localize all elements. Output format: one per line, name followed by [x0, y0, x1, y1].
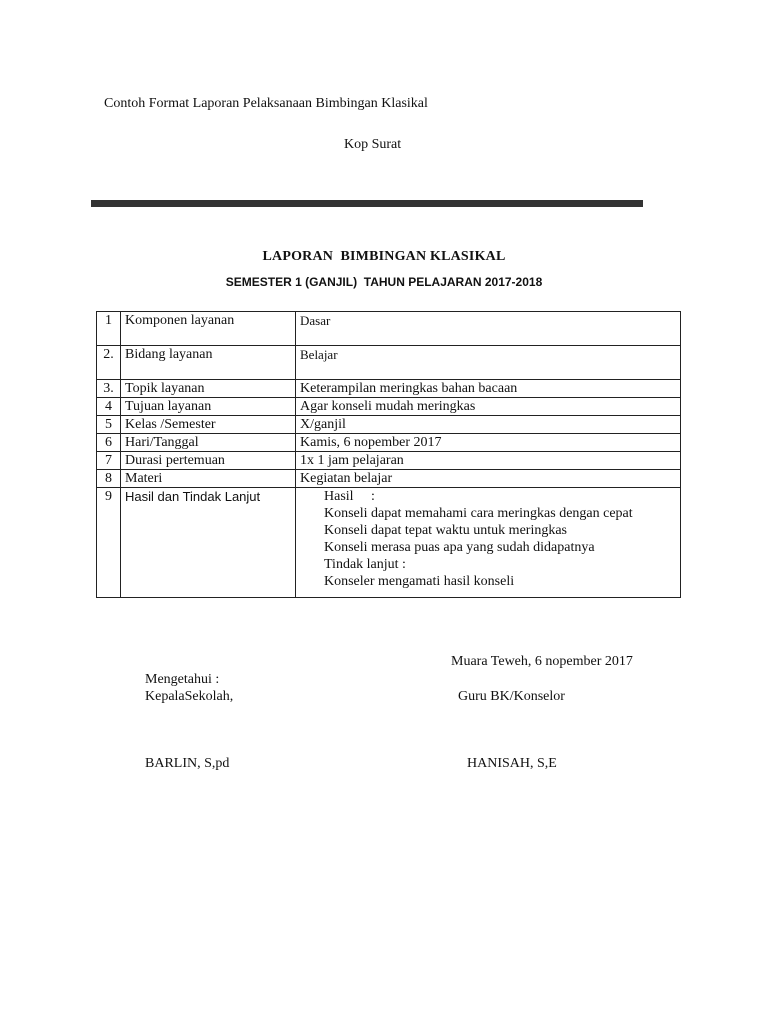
row-number: 1 [97, 312, 121, 346]
table-row [97, 416, 681, 434]
row-number: 2. [97, 346, 121, 380]
hasil-line: Konseli dapat memahami cara meringkas dengan cepat [324, 506, 633, 521]
row-label: Durasi pertemuan [121, 452, 296, 470]
row-number: 9 [97, 488, 121, 598]
row-number: 5 [97, 416, 121, 434]
signature-left-role: KepalaSekolah, [145, 689, 234, 704]
report-table [96, 311, 681, 598]
report-title: LAPORAN BIMBINGAN KLASIKAL [262, 249, 506, 264]
row-label: Bidang layanan [121, 346, 296, 380]
table-row [97, 488, 681, 598]
row-number: 6 [97, 434, 121, 452]
table-row [97, 398, 681, 416]
hasil-line: Konseli dapat tepat waktu untuk meringkas [324, 523, 567, 538]
row-value: Kegiatan belajar [296, 470, 681, 488]
row-value: 1x 1 jam pelajaran [296, 452, 681, 470]
row-value: Belajar [296, 346, 681, 380]
table-row [97, 434, 681, 452]
table-row [97, 312, 681, 346]
pre-title: Contoh Format Laporan Pelaksanaan Bimbingan Klasikal [104, 96, 428, 111]
hasil-line: Hasil : [324, 489, 375, 504]
hasil-list [300, 488, 676, 590]
row-label: Hasil dan Tindak Lanjut [121, 488, 296, 598]
row-value: Kamis, 6 nopember 2017 [296, 434, 681, 452]
row-number: 3. [97, 380, 121, 398]
table-row [97, 470, 681, 488]
row-value: Keterampilan meringkas bahan bacaan [296, 380, 681, 398]
report-subtitle: SEMESTER 1 (GANJIL) TAHUN PELAJARAN 2017-2018 [225, 275, 543, 289]
table-row [97, 452, 681, 470]
table-row [97, 380, 681, 398]
signature-left-name: BARLIN, S,pd [145, 756, 230, 771]
row-label: Tujuan layanan [121, 398, 296, 416]
row-number: 8 [97, 470, 121, 488]
row-label: Hari/Tanggal [121, 434, 296, 452]
signature-place-date: Muara Teweh, 6 nopember 2017 [451, 654, 633, 669]
hasil-line: Konseler mengamati hasil konseli [324, 574, 515, 589]
kop-surat: Kop Surat [344, 137, 402, 152]
row-label: Kelas /Semester [121, 416, 296, 434]
row-label: Komponen layanan [121, 312, 296, 346]
signature-right-name: HANISAH, S,E [467, 756, 557, 771]
hasil-cell [296, 488, 681, 598]
row-value: Dasar [296, 312, 681, 346]
signature-acknowledged: Mengetahui : [145, 672, 220, 687]
table-row [97, 346, 681, 380]
hasil-line: Konseli merasa puas apa yang sudah didapatnya [324, 540, 595, 555]
row-value: X/ganjil [296, 416, 681, 434]
letterhead-divider [91, 200, 643, 207]
row-number: 7 [97, 452, 121, 470]
row-value: Agar konseli mudah meringkas [296, 398, 681, 416]
hasil-line: Tindak lanjut : [324, 557, 406, 572]
signature-right-role: Guru BK/Konselor [458, 689, 565, 704]
row-number: 4 [97, 398, 121, 416]
row-label: Topik layanan [121, 380, 296, 398]
row-label: Materi [121, 470, 296, 488]
